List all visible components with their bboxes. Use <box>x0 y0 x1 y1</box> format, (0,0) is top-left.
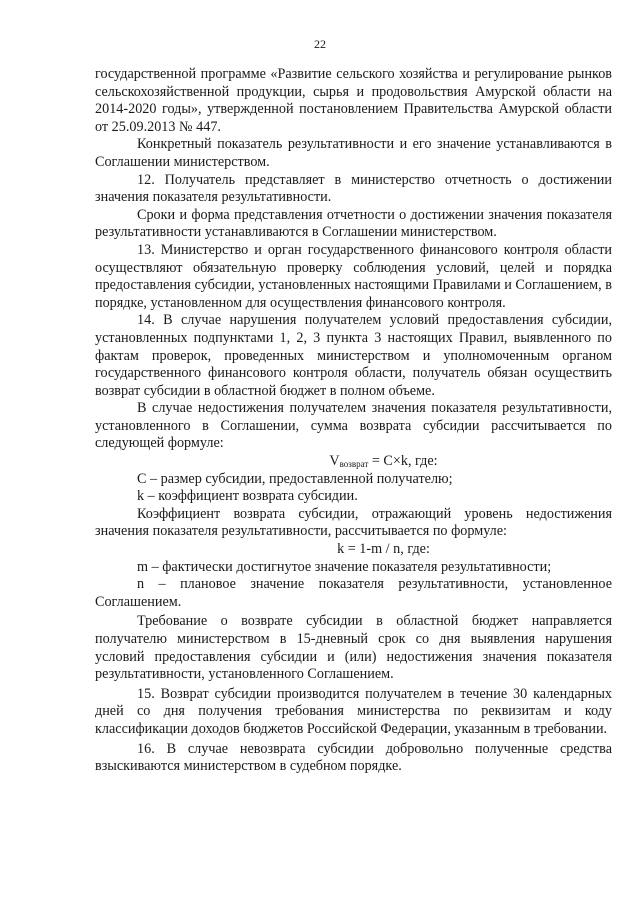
paragraph-refund-demand: Требование о возврате субсидии в областной бюджет направляется получателю министерством в 15-дневный срок со дня выявления нарушения условий предоставления субсидии и (или) недостижения значения показателя результативности, установленного Соглашением. <box>95 613 612 683</box>
formula-refund-lhs: V <box>329 453 340 470</box>
paragraph-indicator-value: Конкретный показатель результативности и его значение устанавливаются в Соглашении министерством. <box>95 136 612 170</box>
formula-refund-amount <box>95 453 612 471</box>
formula-refund-subscript: возврат <box>339 459 369 470</box>
paragraph-reporting-terms: Сроки и форма представления отчетности о достижении значения показателя результативности устанавливаются в Соглашении министерством. <box>95 206 612 241</box>
paragraph-program-reference: государственной программе «Развитие сельского хозяйства и регулирование рынков сельскохозяйственной продукции, сырья и продовольствия Амурской области на 2014-2020 годы», утвержденной постановлением Правительства Амурской области от 25.09.2013 № 447. <box>95 66 612 135</box>
definition-c: C – размер субсидии, предоставленной получателю; <box>137 470 453 487</box>
paragraph-13-control: 13. Министерство и орган государственного финансового контроля области осуществляют обязательную проверку соблюдения условий, целей и порядка предоставления субсидии, установленных настоящими Правилами и Соглашением, в порядке, установленном для осуществления финансового контроля. <box>95 241 612 311</box>
page-number: 22 <box>314 37 326 51</box>
paragraph-refund-formula-intro: В случае недостижения получателем значения показателя результативности, установленного в Соглашении, сумма возврата субсидии рассчитывается по следующей формуле: <box>95 400 612 452</box>
paragraph-12-reporting: 12. Получатель представляет в министерство отчетность о достижении значения показателя результативности. <box>95 171 612 206</box>
formula-refund-rhs: = C×k, где: <box>368 453 438 470</box>
formula-coefficient: k = 1-m / n, где: <box>337 541 430 558</box>
definition-n: n – плановое значение показателя результативности, установленное Соглашением. <box>95 576 612 610</box>
document-body <box>95 66 612 776</box>
definition-m: m – фактически достигнутое значение показателя результативности; <box>137 558 552 575</box>
definition-k: k – коэффициент возврата субсидии. <box>137 488 358 505</box>
paragraph-14-violation: 14. В случае нарушения получателем условий предоставления субсидии, установленных подпунктами 1, 2, 3 пункта 3 настоящих Правил, выявленного по фактам проверок, проведенных министерством и уполномоченным органом государственного финансового контроля области, получатель обязан осуществить возврат субсидии в областной бюджет в полном объеме. <box>95 312 612 399</box>
paragraph-coefficient-intro: Коэффициент возврата субсидии, отражающий уровень недостижения значения показателя результативности, рассчитывается по формуле: <box>95 505 612 540</box>
paragraph-15-refund-term: 15. Возврат субсидии производится получателем в течение 30 календарных дней со дня получения требования министерства по реквизитам и коду классификации доходов бюджетов Российской Федерации, указанным в требовании. <box>95 685 612 737</box>
paragraph-16-court: 16. В случае невозврата субсидии добровольно полученные средства взыскиваются министерством в судебном порядке. <box>95 740 612 775</box>
